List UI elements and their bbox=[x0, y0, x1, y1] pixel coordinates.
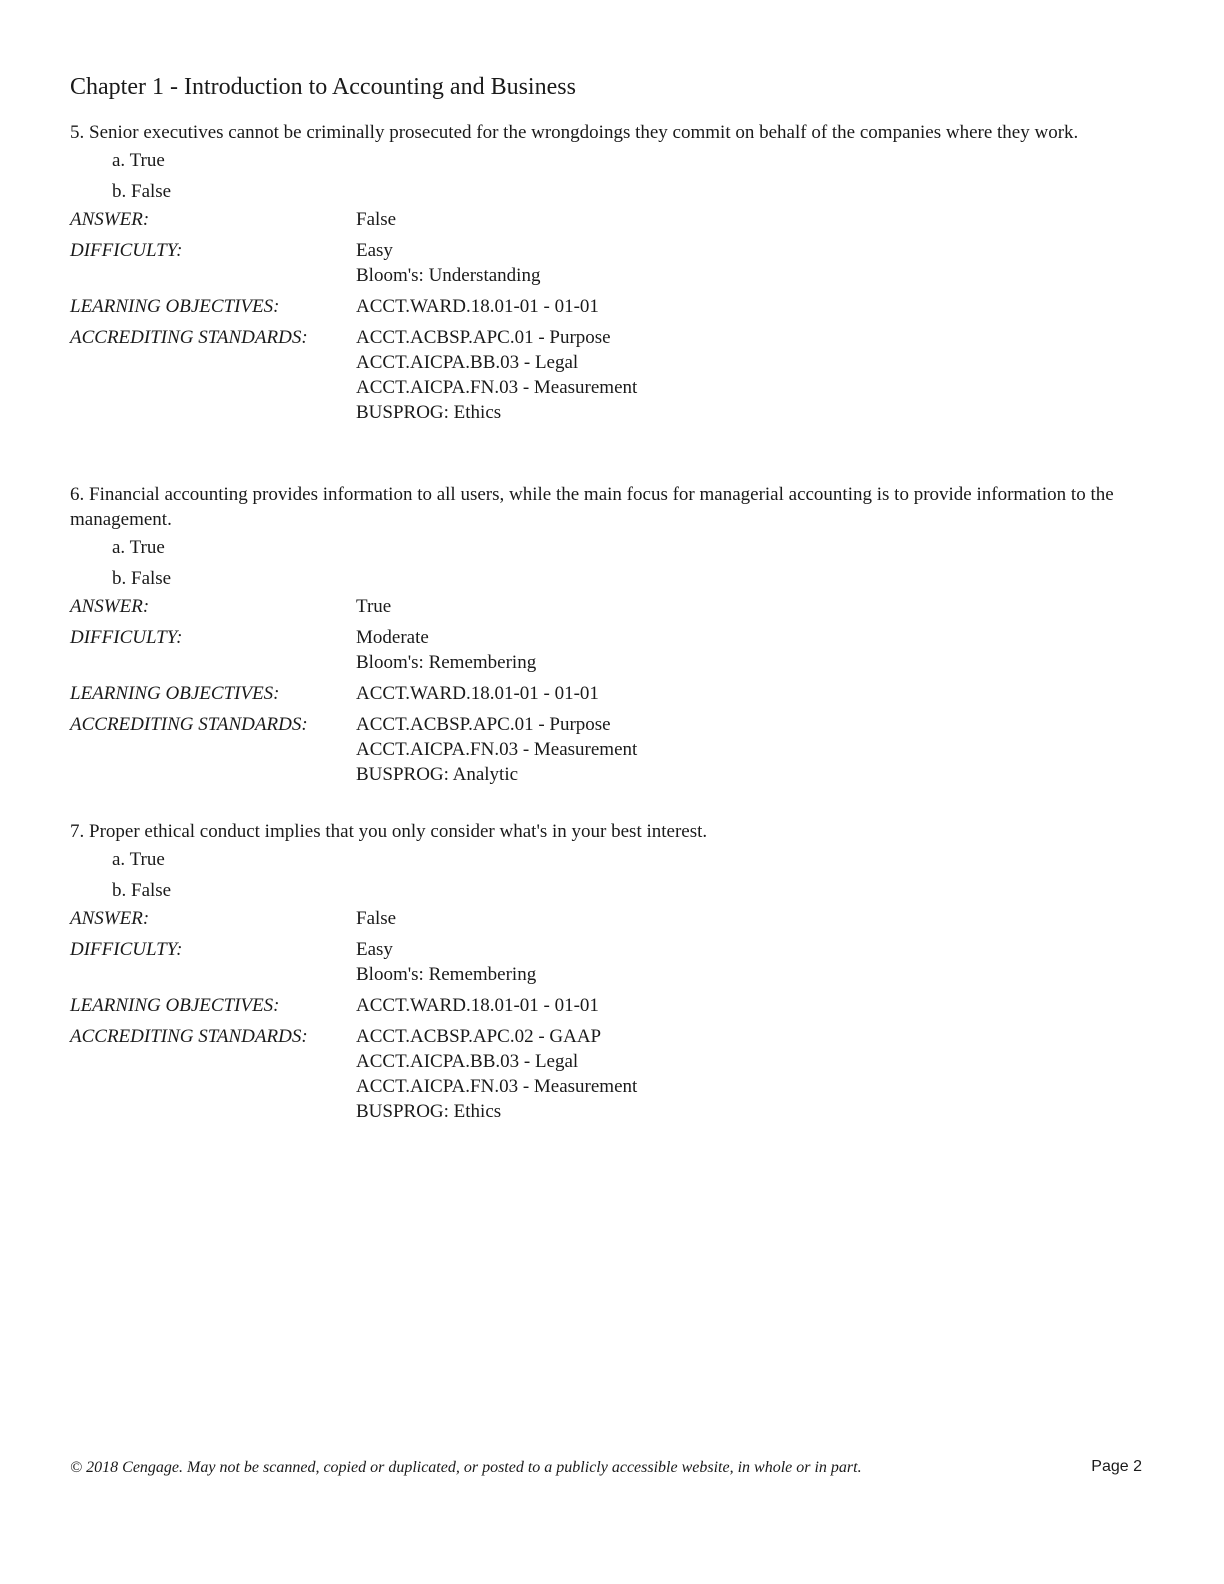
question-metadata bbox=[70, 207, 1150, 425]
page-number: Page 2 bbox=[1091, 1458, 1142, 1475]
blooms-value: Bloom's: Remembering bbox=[356, 964, 537, 985]
question-5 bbox=[70, 120, 1150, 425]
question-metadata bbox=[70, 906, 1150, 1124]
learning-objectives-row bbox=[70, 294, 1150, 319]
answer-options bbox=[70, 844, 1150, 906]
accrediting-standards-row bbox=[70, 325, 1150, 425]
learning-objectives-label: LEARNING OBJECTIVES: bbox=[70, 683, 280, 704]
chapter-title: Chapter 1 - Introduction to Accounting and Business bbox=[70, 74, 576, 100]
difficulty-value: Moderate bbox=[356, 627, 429, 648]
learning-objectives-label: LEARNING OBJECTIVES: bbox=[70, 296, 280, 317]
standard-value: ACCT.ACBSP.APC.01 - Purpose bbox=[356, 327, 611, 348]
learning-objectives-row bbox=[70, 681, 1150, 706]
learning-objective-value: ACCT.WARD.18.01-01 - 01-01 bbox=[356, 296, 599, 317]
option-b: b. False bbox=[112, 181, 172, 202]
answer-options bbox=[70, 532, 1150, 594]
standard-value: ACCT.AICPA.BB.03 - Legal bbox=[356, 1051, 579, 1072]
option-a: a. True bbox=[112, 849, 165, 870]
difficulty-row bbox=[70, 937, 1150, 987]
difficulty-value: Easy bbox=[356, 939, 393, 960]
answer-label: ANSWER: bbox=[70, 908, 150, 929]
accrediting-standards-label: ACCREDITING STANDARDS: bbox=[70, 327, 308, 348]
question-metadata bbox=[70, 594, 1150, 787]
answer-value: False bbox=[356, 209, 397, 230]
standard-value: ACCT.ACBSP.APC.01 - Purpose bbox=[356, 714, 611, 735]
standard-value: BUSPROG: Ethics bbox=[356, 402, 502, 423]
question-7 bbox=[70, 819, 1150, 1124]
difficulty-row bbox=[70, 238, 1150, 288]
answer-label: ANSWER: bbox=[70, 596, 150, 617]
standard-value: BUSPROG: Analytic bbox=[356, 764, 519, 785]
answer-row bbox=[70, 207, 1150, 232]
answer-options bbox=[70, 145, 1150, 207]
learning-objectives-label: LEARNING OBJECTIVES: bbox=[70, 995, 280, 1016]
accrediting-standards-label: ACCREDITING STANDARDS: bbox=[70, 714, 308, 735]
answer-value: True bbox=[356, 596, 392, 617]
option-a: a. True bbox=[112, 150, 165, 171]
standard-value: BUSPROG: Ethics bbox=[356, 1101, 502, 1122]
answer-value: False bbox=[356, 908, 397, 929]
answer-row bbox=[70, 906, 1150, 931]
accrediting-standards-label: ACCREDITING STANDARDS: bbox=[70, 1026, 308, 1047]
difficulty-value: Easy bbox=[356, 240, 393, 261]
difficulty-label: DIFFICULTY: bbox=[70, 240, 183, 261]
standard-value: ACCT.AICPA.FN.03 - Measurement bbox=[356, 1076, 638, 1097]
learning-objective-value: ACCT.WARD.18.01-01 - 01-01 bbox=[356, 683, 599, 704]
question-stem: 5. Senior executives cannot be criminally prosecuted for the wrongdoings they commit on behalf of the companies where they work. bbox=[70, 122, 1079, 143]
difficulty-label: DIFFICULTY: bbox=[70, 939, 183, 960]
blooms-value: Bloom's: Understanding bbox=[356, 265, 541, 286]
question-6 bbox=[70, 482, 1150, 787]
standard-value: ACCT.ACBSP.APC.02 - GAAP bbox=[356, 1026, 602, 1047]
option-b: b. False bbox=[112, 568, 172, 589]
standard-value: ACCT.AICPA.FN.03 - Measurement bbox=[356, 377, 638, 398]
difficulty-label: DIFFICULTY: bbox=[70, 627, 183, 648]
answer-row bbox=[70, 594, 1150, 619]
option-a: a. True bbox=[112, 537, 165, 558]
standard-value: ACCT.AICPA.BB.03 - Legal bbox=[356, 352, 579, 373]
option-b: b. False bbox=[112, 880, 172, 901]
copyright-notice: © 2018 Cengage. May not be scanned, copied or duplicated, or posted to a publicly accessible website, in whole or in part. bbox=[70, 1459, 862, 1476]
difficulty-row bbox=[70, 625, 1150, 675]
question-stem: 7. Proper ethical conduct implies that you only consider what's in your best interest. bbox=[70, 821, 708, 842]
learning-objectives-row bbox=[70, 993, 1150, 1018]
accrediting-standards-row bbox=[70, 712, 1150, 787]
answer-label: ANSWER: bbox=[70, 209, 150, 230]
accrediting-standards-row bbox=[70, 1024, 1150, 1124]
learning-objective-value: ACCT.WARD.18.01-01 - 01-01 bbox=[356, 995, 599, 1016]
blooms-value: Bloom's: Remembering bbox=[356, 652, 537, 673]
standard-value: ACCT.AICPA.FN.03 - Measurement bbox=[356, 739, 638, 760]
question-stem: 6. Financial accounting provides information to all users, while the main focus for managerial accounting is to provide information to the management. bbox=[70, 484, 1114, 530]
